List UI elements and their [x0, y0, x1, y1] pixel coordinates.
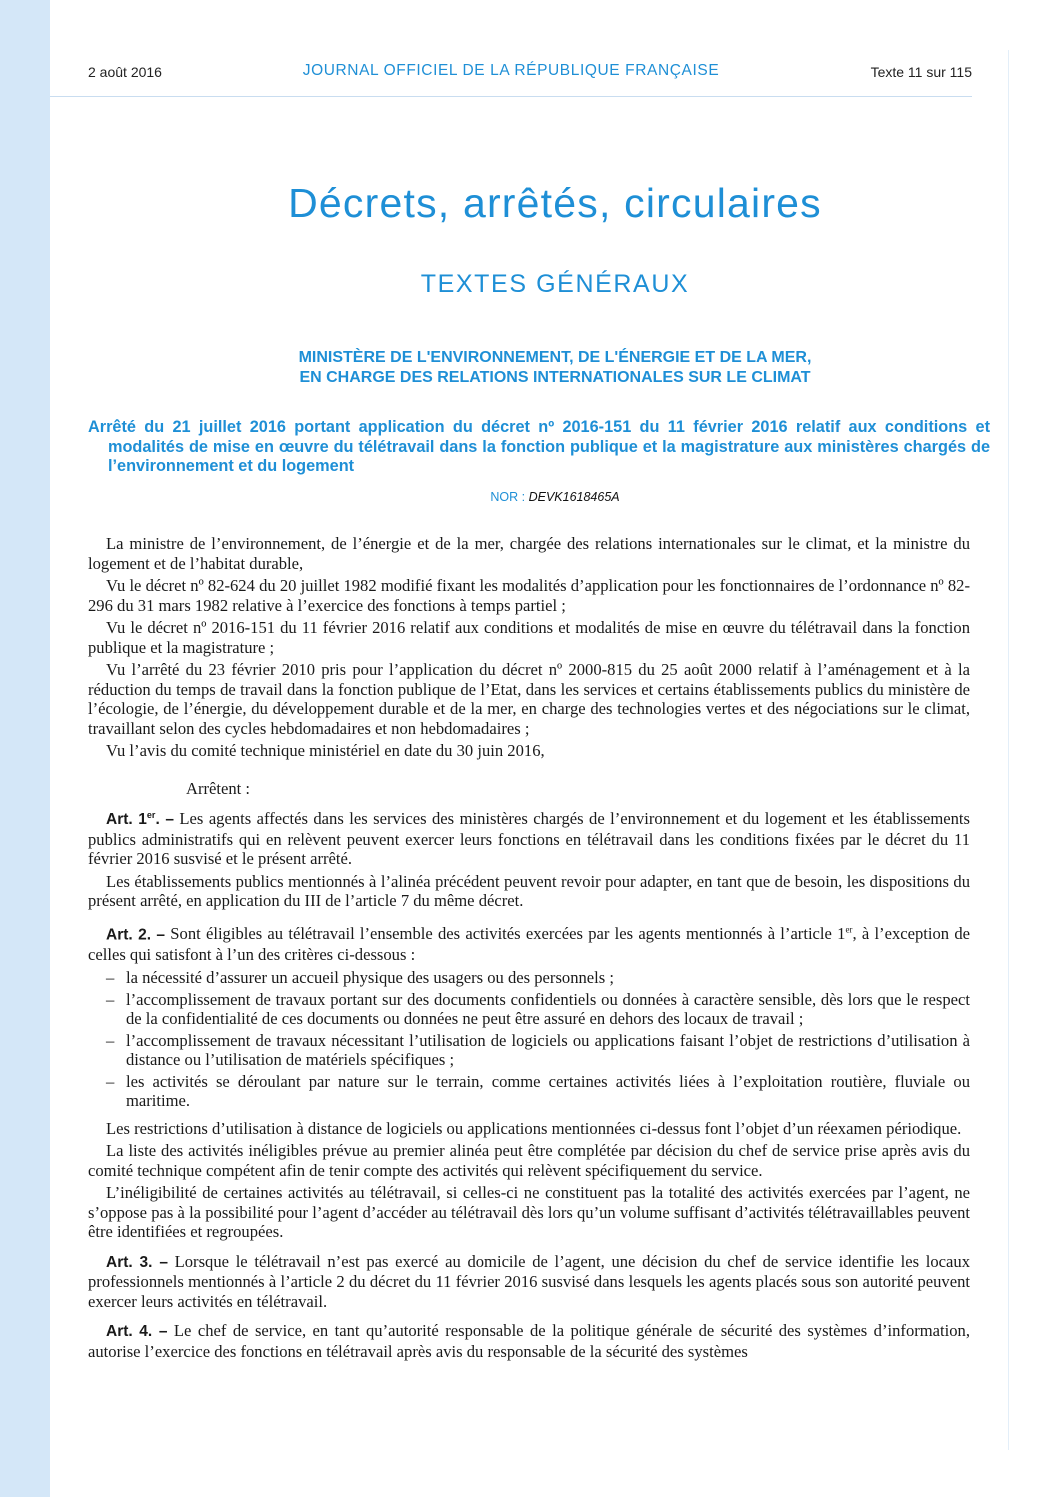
article-1-text: Les agents affectés dans les services des ministères chargés de l’environnement et du logement et les établissements publics administratifs qui en relèvent peuvent exercer leurs fonctions en télétravail dans les conditions fixées par le décret du 11 février 2016 susvisé et le présent arrêté. [88, 809, 970, 869]
list-item: – la nécessité d’assurer un accueil physique des usagers ou des personnels ; [106, 968, 614, 988]
preamble-paragraph: Vu l’arrêté du 23 février 2010 pris pour l’application du décret nº 2000-815 du 25 août 2000 relatif à l’aménagement et à la réduction du temps de travail dans la fonction publique de l’Etat, dans les services et certains établissements publics du ministère de l’écologie, de l’énergie, du développement durable et de la mer, en charge des technologies vertes et des négociations sur le climat, travaillant selon des cycles hebdomadaires et non hebdomadaires ; [88, 660, 970, 738]
article-2-text: Sont éligibles au télétravail l’ensemble des activités exercées par les agents mentionnés à l’article 1er, à l’exception de celles qui satisfont à l’un des critères ci-dessous : [88, 924, 970, 964]
article-3-label: Art. 3. – [106, 1253, 168, 1271]
arretent-line: Arrêtent : [186, 778, 251, 798]
article-2-paragraph-3: La liste des activités inéligibles prévue au premier alinéa peut être complétée par décision du chef de service prise après avis du comité technique compétent afin de tenir compte des activités qui relèvent spécifiquement du service. [88, 1141, 970, 1180]
ministry-line-2: EN CHARGE DES RELATIONS INTERNATIONALES SUR LE CLIMAT [299, 369, 811, 386]
list-item: – l’accomplissement de travaux nécessitant l’utilisation de logiciels ou applications faisant l’objet de restrictions d’utilisation à distance ou l’utilisation de matériels spécifiques ; [106, 1030, 970, 1070]
article-1-label: Art. 1er. – [106, 810, 174, 829]
nor-value: DEVK1618465A [528, 490, 620, 504]
article-2-paragraph-2: Les restrictions d’utilisation à distance de logiciels ou applications mentionnées ci-dessus font l’objet d’un réexamen périodique. [106, 1118, 962, 1138]
list-item: – les activités se déroulant par nature sur le terrain, comme certaines activités liées à l’exploitation routière, fluviale ou maritime. [106, 1071, 970, 1111]
page-title: Décrets, arrêtés, circulaires [288, 180, 822, 226]
article-4-label: Art. 4. – [106, 1323, 168, 1341]
right-margin-rule [1008, 50, 1009, 1450]
article-3-text: Lorsque le télétravail n’est pas exercé au domicile de l’agent, une décision du chef de service identifie les locaux professionnels mentionnés à l’article 2 du décret du 11 février 2016 susvisé dans lesquels les agents placés sous son autorité peuvent exercer leurs activités en télétravail. [88, 1251, 970, 1311]
article-2-criteria-list [88, 968, 970, 1111]
nor-label: NOR : [490, 490, 529, 504]
nor-reference [50, 490, 1058, 504]
preamble-paragraph: Vu le décret nº 2016-151 du 11 février 2016 relatif aux conditions et modalités de mise en œuvre du télétravail dans la fonction publique et la magistrature ; [88, 618, 970, 657]
ministry-heading [50, 348, 1058, 388]
arrete-title: Arrêté du 21 juillet 2016 portant application du décret nº 2016-151 du 11 février 2016 relatif aux conditions et modalités de mise en œuvre du télétravail dans la fonction publique et la magistrature aux ministères chargés de l’environnement et du logement [88, 418, 990, 475]
article-1-paragraph-2: Les établissements publics mentionnés à l’alinéa précédent peuvent revoir pour adapter, en tant que de besoin, les dispositions du présent arrêté, en application du III de l’article 7 du même décret. [88, 871, 970, 911]
section-title: TEXTES GÉNÉRAUX [420, 270, 690, 298]
article-1 [88, 806, 970, 869]
article-4-text: Le chef de service, en tant qu’autorité responsable de la politique générale de sécurité des systèmes d’information, autorise l’exercice des fonctions en télétravail après avis du responsable de la sécurité des systèmes [88, 1321, 970, 1361]
article-4 [88, 1321, 970, 1361]
preamble-paragraph: Vu l’avis du comité technique ministériel en date du 30 juin 2016, [106, 741, 545, 760]
list-item: – l’accomplissement de travaux portant sur des documents confidentiels ou données à caractère sensible, dès lors que le respect de la confidentialité de ces documents ou données ne peut être assuré en dehors des locaux de travail ; [106, 989, 970, 1029]
article-2 [88, 921, 970, 965]
preamble-paragraph: La ministre de l’environnement, de l’énergie et de la mer, chargée des relations internationales sur le climat, et la ministre du logement et de l’habitat durable, [88, 534, 970, 573]
article-2-paragraph-4: L’inéligibilité de certaines activités au télétravail, si celles-ci ne constituent pas la totalité des activités exercées par l’agent, ne s’oppose pas à la possibilité pour l’agent d’accéder au télétravail dès lors qu’un volume suffisant d’activités télétravaillables peuvent être identifiées et regroupées. [88, 1183, 970, 1242]
ministry-line-1: MINISTÈRE DE L'ENVIRONNEMENT, DE L'ÉNERGIE ET DE LA MER, [298, 349, 812, 366]
left-margin-band [0, 0, 50, 1497]
article-3 [88, 1252, 970, 1312]
preamble-paragraph: Vu le décret nº 82-624 du 20 juillet 1982 modifié fixant les modalités d’application pour les fonctionnaires de l’ordonnance nº 82-296 du 31 mars 1982 relative à l’exercice des fonctions à temps partiel ; [88, 576, 970, 615]
page-header [50, 50, 972, 97]
header-text-count: Texte 11 sur 115 [870, 64, 972, 80]
header-date: 2 août 2016 [88, 64, 162, 80]
header-journal-title: JOURNAL OFFICIEL DE LA RÉPUBLIQUE FRANÇAISE [302, 62, 720, 79]
document-body [88, 534, 970, 1364]
article-2-label: Art. 2. – [106, 926, 166, 944]
